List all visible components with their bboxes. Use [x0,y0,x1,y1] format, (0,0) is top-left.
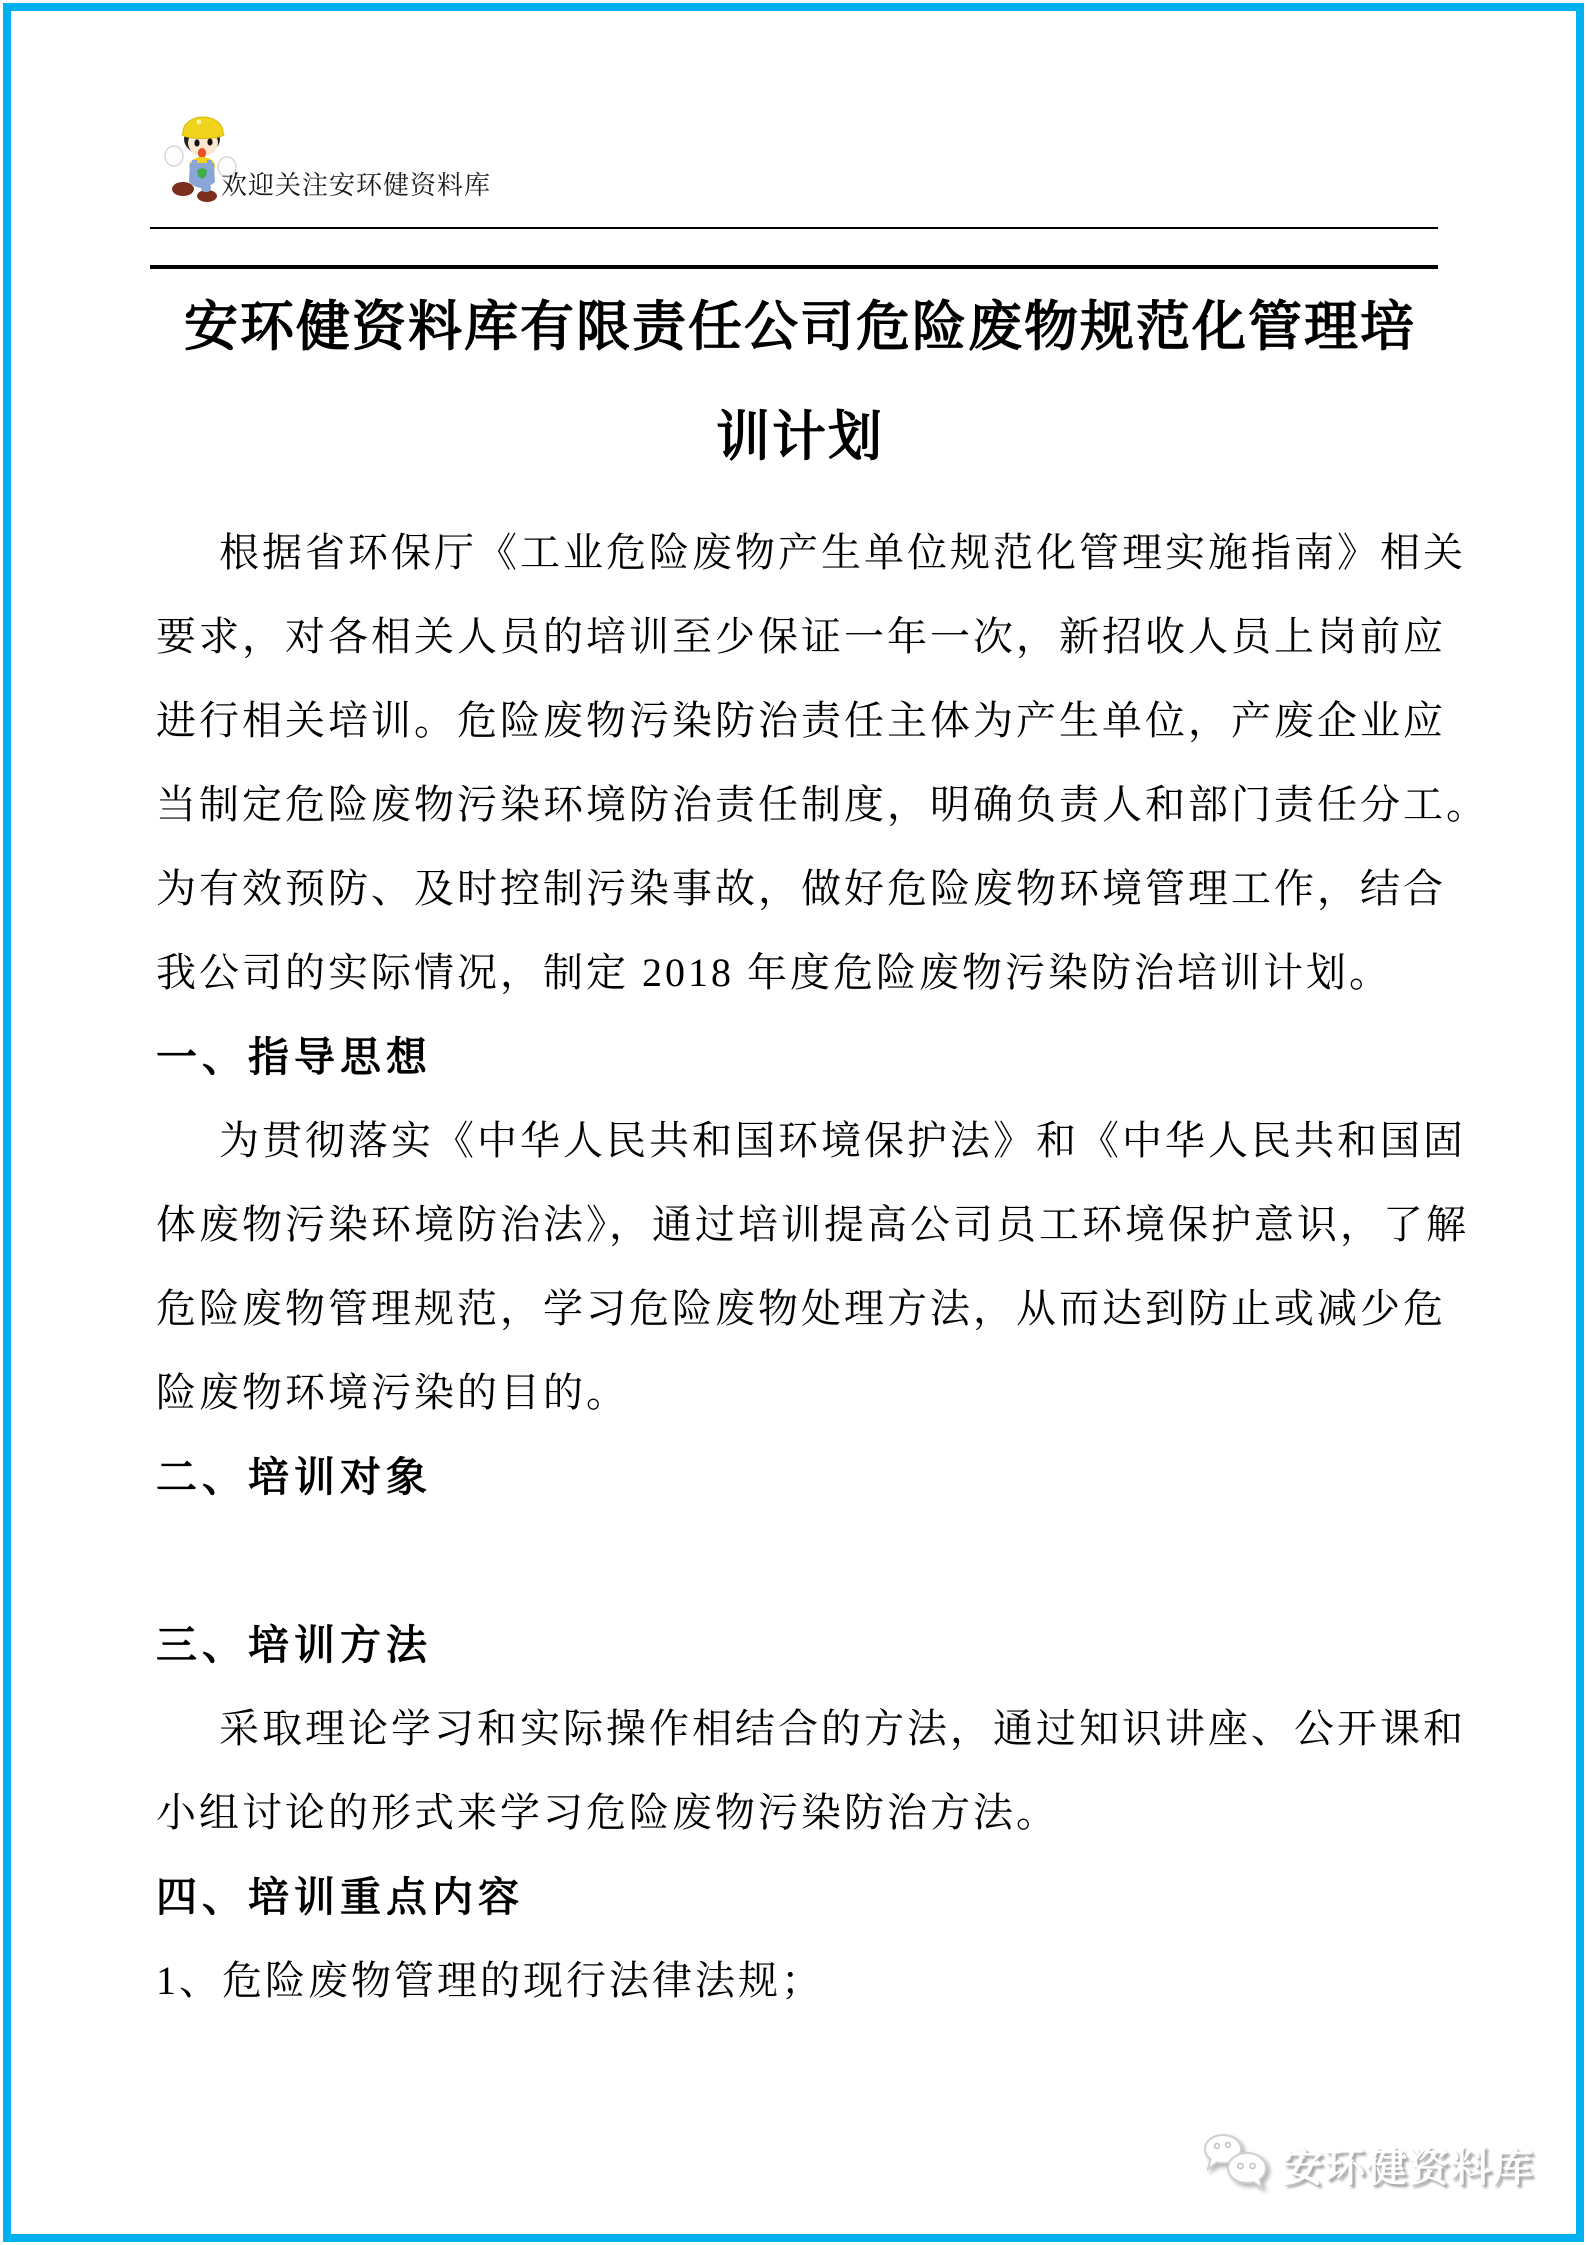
footer-brand-text: 安环健资料库 [1283,2144,1535,2190]
header-divider-thin [150,227,1438,229]
text-line: 1、危险废物管理的现行法律法规； [156,1958,824,2003]
text-line: 我公司的实际情况，制定 2018 年度危险废物污染防治培训计划。 [156,950,1392,995]
section-heading: 四、培训重点内容 [156,1874,524,1920]
text-line: 为有效预防、及时控制污染事故，做好危险废物环境管理工作，结合 [156,866,1446,911]
document-title-line-1: 安环健资料库有限责任公司危险废物规范化管理培 [184,297,1416,357]
text-line: 进行相关培训。危险废物污染防治责任主体为产生单位，产废企业应 [156,698,1446,743]
section-heading: 二、培训对象 [156,1454,432,1500]
header-divider-thick [150,265,1438,269]
text-line: 采取理论学习和实际操作相结合的方法，通过知识讲座、公开课和 [219,1706,1466,1751]
footer-brand-group [1201,2133,1535,2195]
text-line: 根据省环保厅《工业危险废物产生单位规范化管理实施指南》相关 [219,530,1466,575]
section-heading: 三、培训方法 [156,1622,432,1668]
document-title-line-2: 训计划 [716,407,884,467]
welcome-text: 欢迎关注安环健资料库 [221,171,492,200]
document-title [150,272,1450,492]
document-body [156,511,1489,2023]
text-line: 当制定危险废物污染环境防治责任制度，明确负责人和部门责任分工。 [156,782,1489,827]
text-line: 体废物污染环境防治法》，通过培训提高公司员工环境保护意识，了解 [156,1202,1469,1247]
text-line: 小组讨论的形式来学习危险废物污染防治方法。 [156,1790,1059,1835]
section-heading: 一、指导思想 [156,1034,432,1080]
text-line: 险废物环境污染的目的。 [156,1370,629,1415]
text-line: 为贯彻落实《中华人民共和国环境保护法》和《中华人民共和国固 [219,1118,1466,1163]
text-line [156,1519,1456,1603]
text-line: 要求，对各相关人员的培训至少保证一年一次，新招收人员上岗前应 [156,614,1446,659]
wechat-icon [1201,2133,1271,2195]
text-line: 危险废物管理规范，学习危险废物处理方法，从而达到防止或减少危 [156,1286,1446,1331]
